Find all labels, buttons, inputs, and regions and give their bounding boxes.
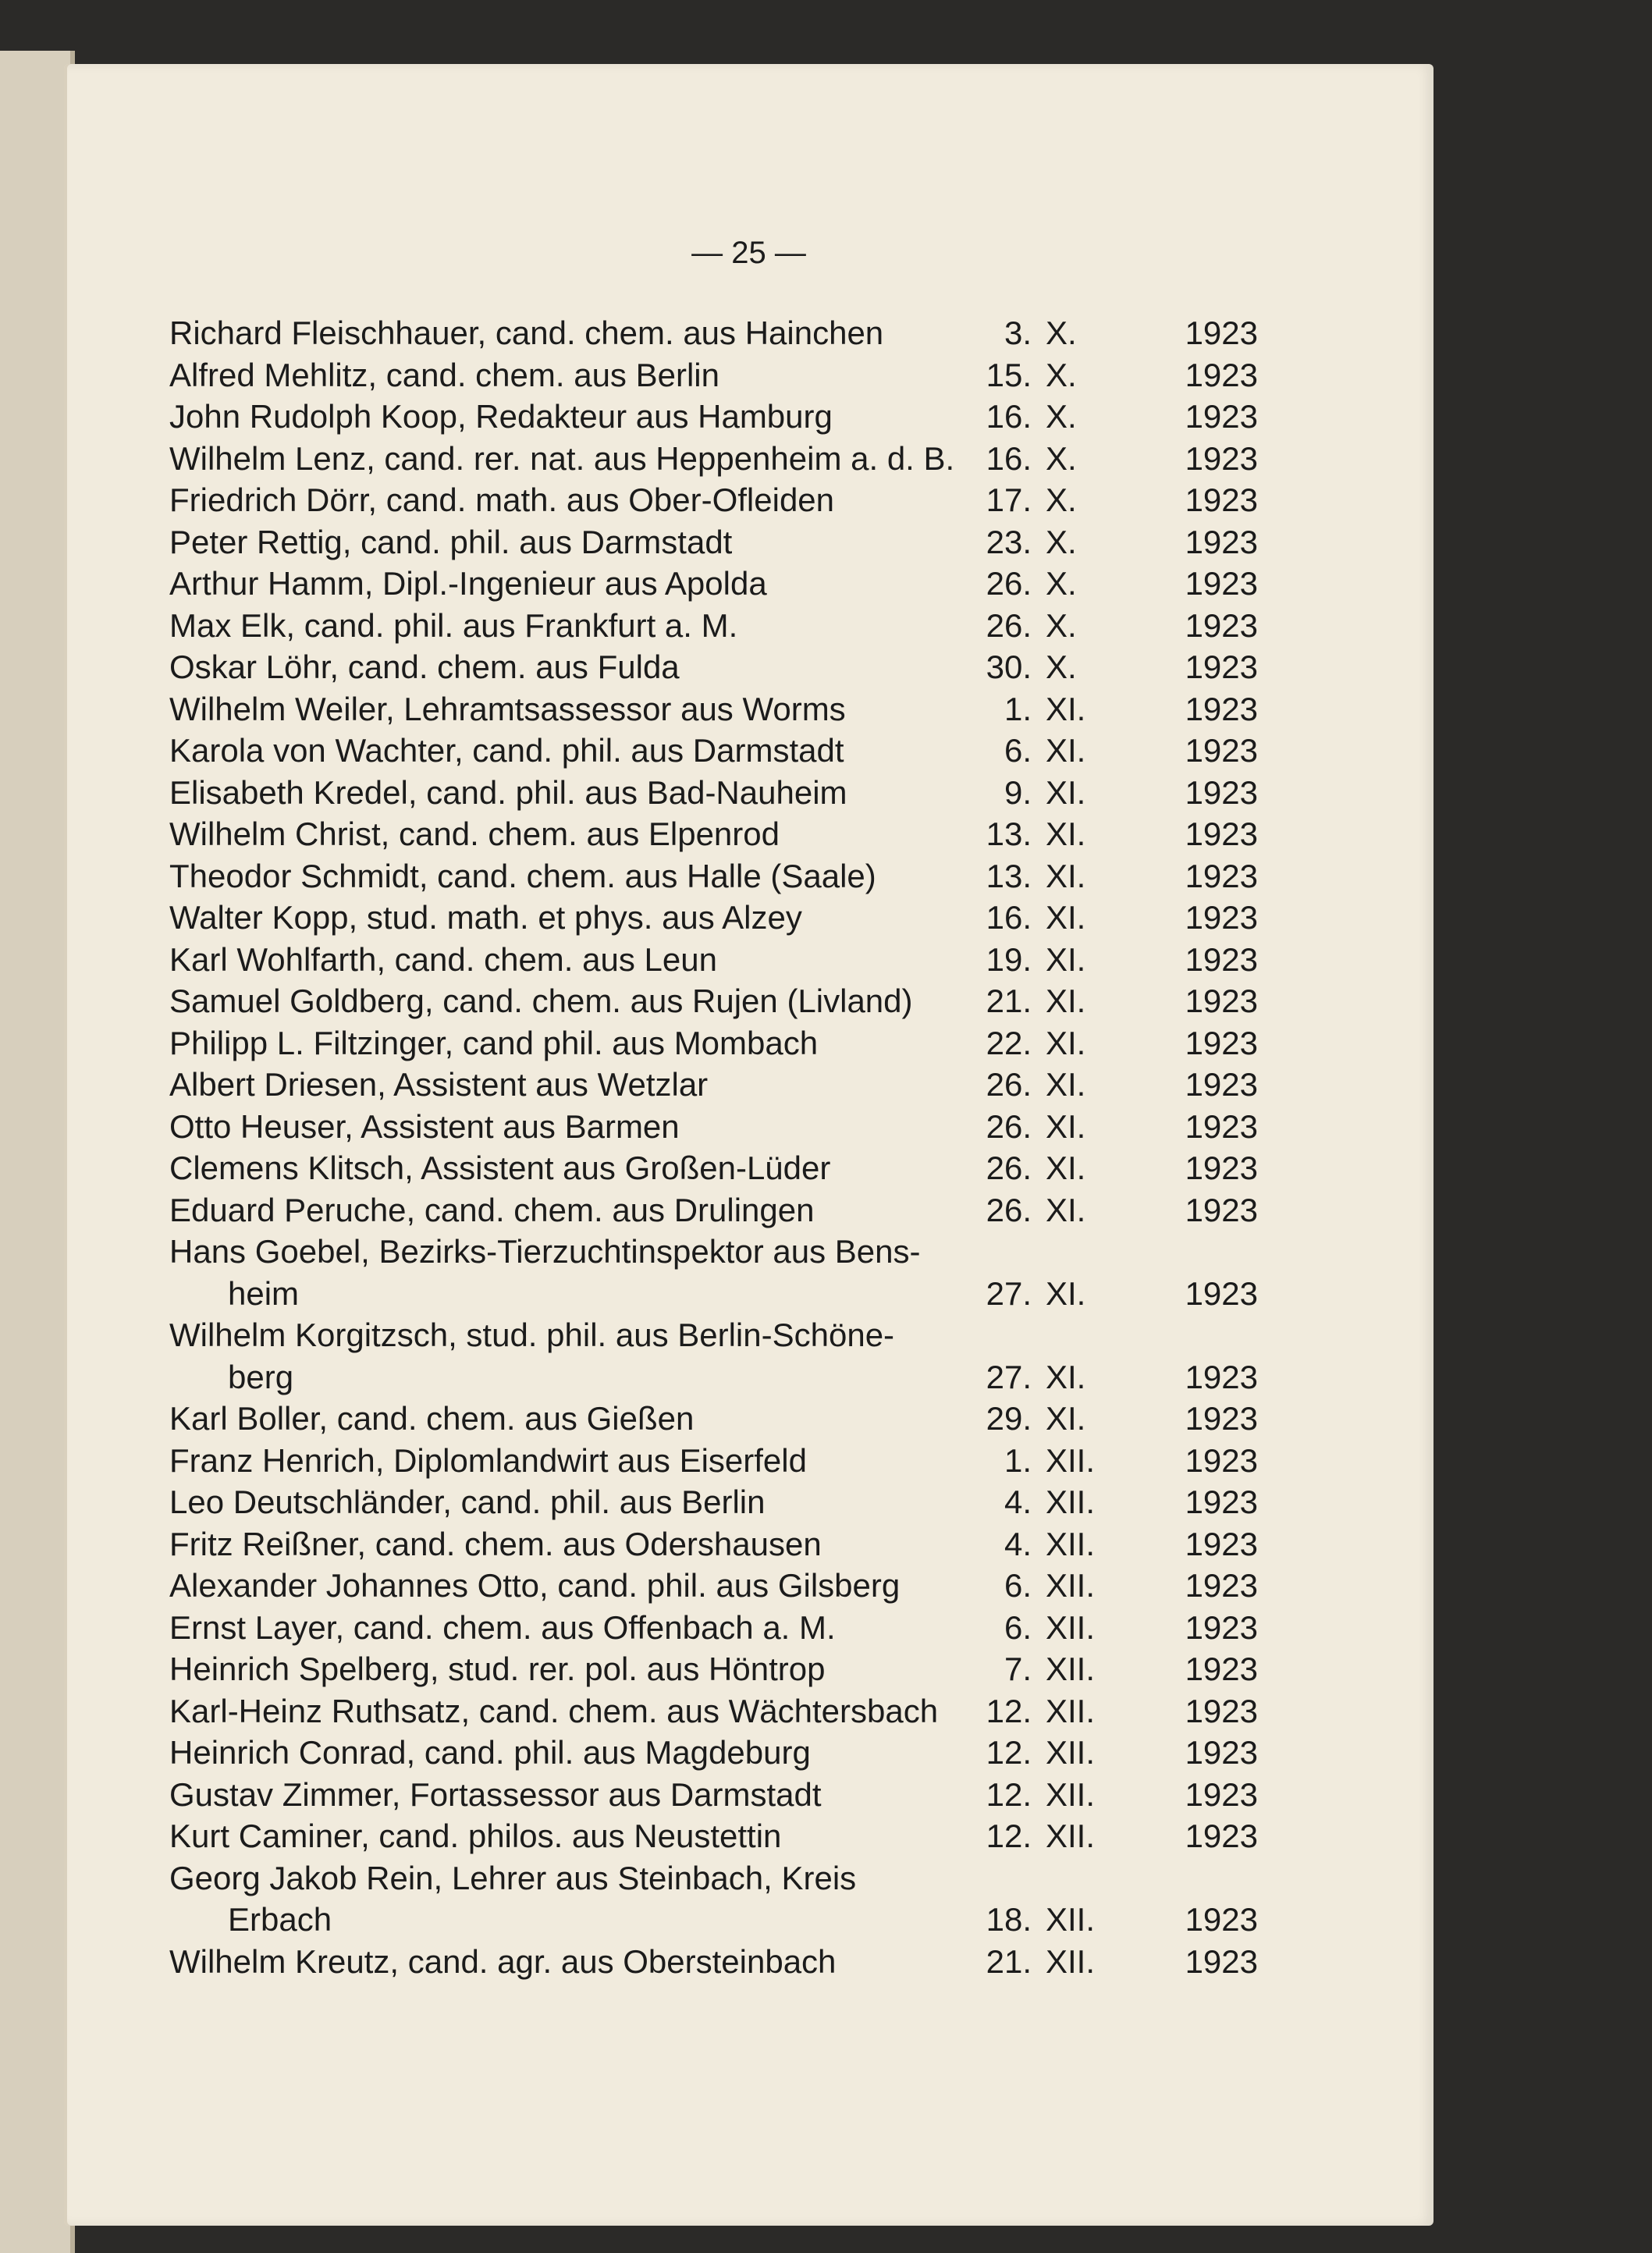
entry-day: 13. — [986, 857, 1032, 894]
entry-name — [169, 1440, 973, 1482]
list-item — [169, 479, 1293, 521]
list-item — [169, 855, 1293, 897]
entry-day: 16. — [986, 398, 1032, 435]
entry-name-text: Elisabeth Kredel, cand. phil. aus Bad-Nauheim — [169, 773, 847, 811]
entry-name — [169, 312, 973, 354]
entry-year: 1923 — [1185, 649, 1258, 685]
list-item — [169, 1815, 1293, 1857]
entry-month: X. — [1046, 565, 1077, 602]
entry-name — [169, 1314, 973, 1398]
entry-name — [169, 1941, 973, 1983]
entry-name — [169, 939, 973, 981]
entry-day: 16. — [986, 439, 1032, 477]
entry-day: 7. — [1004, 1651, 1032, 1687]
entry-name — [169, 605, 973, 647]
entry-day: 12. — [986, 1734, 1032, 1771]
entry-name-text: Heinrich Conrad, cand. phil. aus Magdeburg — [169, 1734, 811, 1771]
entry-year: 1923 — [1185, 1400, 1258, 1437]
entry-name — [169, 479, 973, 521]
list-item — [169, 1607, 1293, 1649]
list-item — [169, 1857, 1293, 1941]
entry-name — [169, 521, 973, 563]
entry-name-text: Leo Deutschländer, cand. phil. aus Berlin — [169, 1484, 766, 1520]
list-item — [169, 1022, 1293, 1064]
list-item — [169, 1064, 1293, 1106]
entry-name — [169, 1231, 973, 1314]
entry-year: 1923 — [1185, 690, 1258, 727]
entry-day: 26. — [986, 1150, 1032, 1186]
list-item — [169, 521, 1293, 563]
entry-year: 1923 — [1185, 356, 1258, 393]
entry-name-text: Theodor Schmidt, cand. chem. aus Halle (Saale) — [169, 857, 876, 894]
entry-day: 4. — [1004, 1484, 1032, 1520]
entry-day: 6. — [1004, 732, 1032, 769]
entry-name — [169, 1565, 973, 1607]
entry-name — [169, 354, 973, 396]
list-item — [169, 730, 1293, 772]
entry-name-text: Philipp L. Filtzinger, cand phil. aus Mombach — [169, 1024, 819, 1061]
entry-name-text: Kurt Caminer, cand. philos. aus Neustettin — [169, 1818, 782, 1854]
entry-day: 22. — [986, 1024, 1032, 1061]
entry-year: 1923 — [1185, 1692, 1258, 1729]
entry-name-text: Arthur Hamm, Dipl.-Ingenieur aus Apolda — [169, 565, 767, 602]
entry-name — [169, 1732, 973, 1774]
list-item — [169, 605, 1293, 647]
entry-name-text: Wilhelm Korgitzsch, stud. phil. aus Berlin-Schöne- — [169, 1317, 895, 1353]
entry-name — [169, 772, 973, 814]
entry-day: 16. — [986, 899, 1032, 936]
entry-year: 1923 — [1185, 398, 1258, 435]
entry-day: 27. — [986, 1274, 1032, 1312]
list-item — [169, 1941, 1293, 1983]
entry-day: 26. — [986, 1066, 1032, 1103]
entry-day: 29. — [986, 1400, 1032, 1437]
entry-month: X. — [1046, 314, 1077, 351]
entry-year: 1923 — [1185, 773, 1258, 811]
entry-day: 1. — [1004, 1441, 1032, 1479]
entry-name-continuation: heim — [228, 1274, 300, 1312]
entry-name-text: Hans Goebel, Bezirks-Tierzuchtinspektor aus Bens- — [169, 1233, 921, 1270]
entry-year: 1923 — [1185, 816, 1258, 852]
entry-day: 26. — [986, 565, 1032, 602]
entry-name-text: Alexander Johannes Otto, cand. phil. aus Gilsberg — [169, 1567, 901, 1604]
entry-month: XI. — [1046, 1358, 1086, 1395]
entry-month: XII. — [1046, 1525, 1096, 1562]
list-item — [169, 1440, 1293, 1482]
entry-name-text: Otto Heuser, Assistent aus Barmen — [169, 1107, 680, 1145]
entry-name-text: Franz Henrich, Diplomlandwirt aus Eiserfeld — [169, 1441, 807, 1479]
entry-name-text: Clemens Klitsch, Assistent aus Großen-Lüder — [169, 1150, 831, 1186]
entry-name-text: Gustav Zimmer, Fortassessor aus Darmstadt — [169, 1775, 822, 1813]
entry-month: XI. — [1046, 1191, 1086, 1228]
entry-month: XI. — [1046, 1066, 1086, 1103]
list-item — [169, 646, 1293, 688]
entry-name-text: Alfred Mehlitz, cand. chem. aus Berlin — [169, 356, 719, 393]
entry-year: 1923 — [1185, 565, 1258, 602]
entry-name-text: Samuel Goldberg, cand. chem. aus Rujen (Livland) — [169, 983, 913, 1019]
list-item — [169, 1398, 1293, 1440]
entry-day: 13. — [986, 816, 1032, 852]
entry-name-text: Peter Rettig, cand. phil. aus Darmstadt — [169, 523, 733, 560]
list-item — [169, 1106, 1293, 1148]
entry-year: 1923 — [1185, 899, 1258, 936]
list-item — [169, 1523, 1293, 1565]
entry-name-text: Wilhelm Christ, cand. chem. aus Elpenrod — [169, 816, 780, 852]
entry-year: 1923 — [1185, 1484, 1258, 1520]
entry-name-text: Eduard Peruche, cand. chem. aus Drulingen — [169, 1191, 815, 1228]
entry-month: XII. — [1046, 1818, 1096, 1854]
entry-month: XI. — [1046, 773, 1086, 811]
entry-day: 23. — [986, 523, 1032, 560]
entry-day: 12. — [986, 1692, 1032, 1729]
entry-name-text: Oskar Löhr, cand. chem. aus Fulda — [169, 649, 680, 685]
entry-day: 4. — [1004, 1525, 1032, 1562]
entry-name-text: Karl Wohlfarth, cand. chem. aus Leun — [169, 940, 717, 978]
entry-day: 9. — [1004, 773, 1032, 811]
entry-name-text: Albert Driesen, Assistent aus Wetzlar — [169, 1066, 709, 1103]
entry-year: 1923 — [1185, 1024, 1258, 1061]
entry-list — [169, 312, 1293, 1982]
list-item — [169, 772, 1293, 814]
entry-month: XII. — [1046, 1942, 1096, 1980]
entry-name — [169, 1022, 973, 1064]
entry-month: XII. — [1046, 1608, 1096, 1646]
entry-year: 1923 — [1185, 1651, 1258, 1687]
entry-month: X. — [1046, 606, 1077, 644]
entry-month: XI. — [1046, 1024, 1086, 1061]
entry-year: 1923 — [1185, 1525, 1258, 1562]
entry-month: XI. — [1046, 940, 1086, 978]
entry-month: X. — [1046, 398, 1077, 435]
entry-year: 1923 — [1185, 1107, 1258, 1145]
entry-year: 1923 — [1185, 1775, 1258, 1813]
entry-month: XI. — [1046, 857, 1086, 894]
entry-month: XII. — [1046, 1901, 1096, 1938]
entry-day: 26. — [986, 606, 1032, 644]
entry-month: XI. — [1046, 983, 1086, 1019]
list-item — [169, 1231, 1293, 1314]
entry-name-text: Karl Boller, cand. chem. aus Gießen — [169, 1400, 695, 1437]
entry-name — [169, 563, 973, 605]
entry-day: 21. — [986, 983, 1032, 1019]
entry-name — [169, 1147, 973, 1189]
entry-day: 12. — [986, 1775, 1032, 1813]
entry-month: XII. — [1046, 1692, 1096, 1729]
entry-name — [169, 1857, 973, 1941]
entry-name-text: Max Elk, cand. phil. aus Frankfurt a. M. — [169, 606, 738, 644]
list-item — [169, 897, 1293, 939]
list-item — [169, 1648, 1293, 1690]
entry-month: XII. — [1046, 1567, 1096, 1604]
entry-day: 1. — [1004, 690, 1032, 727]
entry-name — [169, 1398, 973, 1440]
entry-name-text: Karola von Wachter, cand. phil. aus Darmstadt — [169, 732, 844, 769]
entry-year: 1923 — [1185, 1901, 1258, 1938]
list-item — [169, 1565, 1293, 1607]
entry-name-continuation: berg — [228, 1358, 294, 1395]
entry-month: XI. — [1046, 1107, 1086, 1145]
entry-month: XII. — [1046, 1484, 1096, 1520]
entry-month: X. — [1046, 523, 1077, 560]
list-item — [169, 1481, 1293, 1523]
entry-name-text: Karl-Heinz Ruthsatz, cand. chem. aus Wächtersbach — [169, 1692, 939, 1729]
entry-name-text: Wilhelm Kreutz, cand. agr. aus Obersteinbach — [169, 1942, 837, 1980]
entry-name-text: John Rudolph Koop, Redakteur aus Hamburg — [169, 398, 833, 435]
entry-month: XI. — [1046, 1400, 1086, 1437]
entry-name — [169, 1523, 973, 1565]
entry-day: 17. — [986, 482, 1032, 518]
entry-day: 19. — [986, 940, 1032, 978]
entry-year: 1923 — [1185, 314, 1258, 351]
list-item — [169, 1189, 1293, 1231]
entry-name-text: Friedrich Dörr, cand. math. aus Ober-Ofleiden — [169, 482, 835, 518]
entry-name — [169, 1481, 973, 1523]
entry-day: 12. — [986, 1818, 1032, 1854]
entry-year: 1923 — [1185, 1441, 1258, 1479]
entry-day: 26. — [986, 1191, 1032, 1228]
entry-name — [169, 1106, 973, 1148]
entry-month: X. — [1046, 482, 1077, 518]
entry-name — [169, 1815, 973, 1857]
entry-year: 1923 — [1185, 1191, 1258, 1228]
entry-month: XI. — [1046, 899, 1086, 936]
entry-name — [169, 813, 973, 855]
entry-month: XII. — [1046, 1651, 1096, 1687]
entry-year: 1923 — [1185, 1150, 1258, 1186]
entry-name — [169, 438, 973, 480]
entry-name — [169, 646, 973, 688]
entry-day: 15. — [986, 356, 1032, 393]
entry-name — [169, 1690, 973, 1732]
list-item — [169, 688, 1293, 730]
entry-year: 1923 — [1185, 1066, 1258, 1103]
entry-day: 3. — [1004, 314, 1032, 351]
entry-month: X. — [1046, 649, 1077, 685]
list-item — [169, 1690, 1293, 1732]
entry-year: 1923 — [1185, 606, 1258, 644]
list-item — [169, 312, 1293, 354]
entry-month: XI. — [1046, 690, 1086, 727]
entry-name — [169, 1648, 973, 1690]
list-item — [169, 1774, 1293, 1816]
entry-month: X. — [1046, 439, 1077, 477]
entry-year: 1923 — [1185, 1358, 1258, 1395]
entry-day: 18. — [986, 1901, 1032, 1938]
list-item — [169, 813, 1293, 855]
entry-name — [169, 396, 973, 438]
entry-year: 1923 — [1185, 439, 1258, 477]
entry-day: 6. — [1004, 1567, 1032, 1604]
entry-name — [169, 1189, 973, 1231]
entry-year: 1923 — [1185, 1942, 1258, 1980]
page-number: — 25 — — [691, 236, 806, 270]
entry-month: XI. — [1046, 1274, 1086, 1312]
entry-name-text: Walter Kopp, stud. math. et phys. aus Alzey — [169, 899, 802, 936]
entry-name — [169, 1607, 973, 1649]
entry-month: XI. — [1046, 1150, 1086, 1186]
entry-month: XII. — [1046, 1441, 1096, 1479]
entry-name — [169, 688, 973, 730]
entry-name-text: Ernst Layer, cand. chem. aus Offenbach a. M. — [169, 1608, 836, 1646]
entry-day: 26. — [986, 1107, 1032, 1145]
document-page — [64, 64, 1434, 2226]
list-item — [169, 396, 1293, 438]
entry-day: 21. — [986, 1942, 1032, 1980]
entry-day: 27. — [986, 1358, 1032, 1395]
entry-name-text: Wilhelm Lenz, cand. rer. nat. aus Heppenheim a. d. B. — [169, 439, 955, 477]
list-item — [169, 1732, 1293, 1774]
entry-year: 1923 — [1185, 1734, 1258, 1771]
entry-year: 1923 — [1185, 1274, 1258, 1312]
entry-name-text: Heinrich Spelberg, stud. rer. pol. aus Höntrop — [169, 1651, 826, 1687]
entry-month: XI. — [1046, 816, 1086, 852]
entry-month: X. — [1046, 356, 1077, 393]
entry-year: 1923 — [1185, 940, 1258, 978]
list-item — [169, 980, 1293, 1022]
entry-name-text: Wilhelm Weiler, Lehramtsassessor aus Worms — [169, 690, 846, 727]
entry-year: 1923 — [1185, 1608, 1258, 1646]
entry-year: 1923 — [1185, 1818, 1258, 1854]
entry-name-continuation: Erbach — [228, 1901, 332, 1938]
entry-name-text: Fritz Reißner, cand. chem. aus Odershausen — [169, 1525, 822, 1562]
entry-name — [169, 1064, 973, 1106]
entry-year: 1923 — [1185, 732, 1258, 769]
entry-name-text: Georg Jakob Rein, Lehrer aus Steinbach, Kreis — [169, 1859, 857, 1896]
list-item — [169, 939, 1293, 981]
entry-day: 30. — [986, 649, 1032, 685]
entry-name — [169, 980, 973, 1022]
list-item — [169, 1147, 1293, 1189]
list-item — [169, 1314, 1293, 1398]
entry-name — [169, 897, 973, 939]
entry-name — [169, 1774, 973, 1816]
list-item — [169, 354, 1293, 396]
entry-year: 1923 — [1185, 857, 1258, 894]
entry-month: XI. — [1046, 732, 1086, 769]
entry-year: 1923 — [1185, 983, 1258, 1019]
entry-year: 1923 — [1185, 1567, 1258, 1604]
entry-name-text: Richard Fleischhauer, cand. chem. aus Hainchen — [169, 314, 884, 351]
entry-month: XII. — [1046, 1734, 1096, 1771]
entry-month: XII. — [1046, 1775, 1096, 1813]
entry-year: 1923 — [1185, 482, 1258, 518]
entry-name — [169, 730, 973, 772]
entry-year: 1923 — [1185, 523, 1258, 560]
list-item — [169, 438, 1293, 480]
entry-day: 6. — [1004, 1608, 1032, 1646]
entry-name — [169, 855, 973, 897]
list-item — [169, 563, 1293, 605]
